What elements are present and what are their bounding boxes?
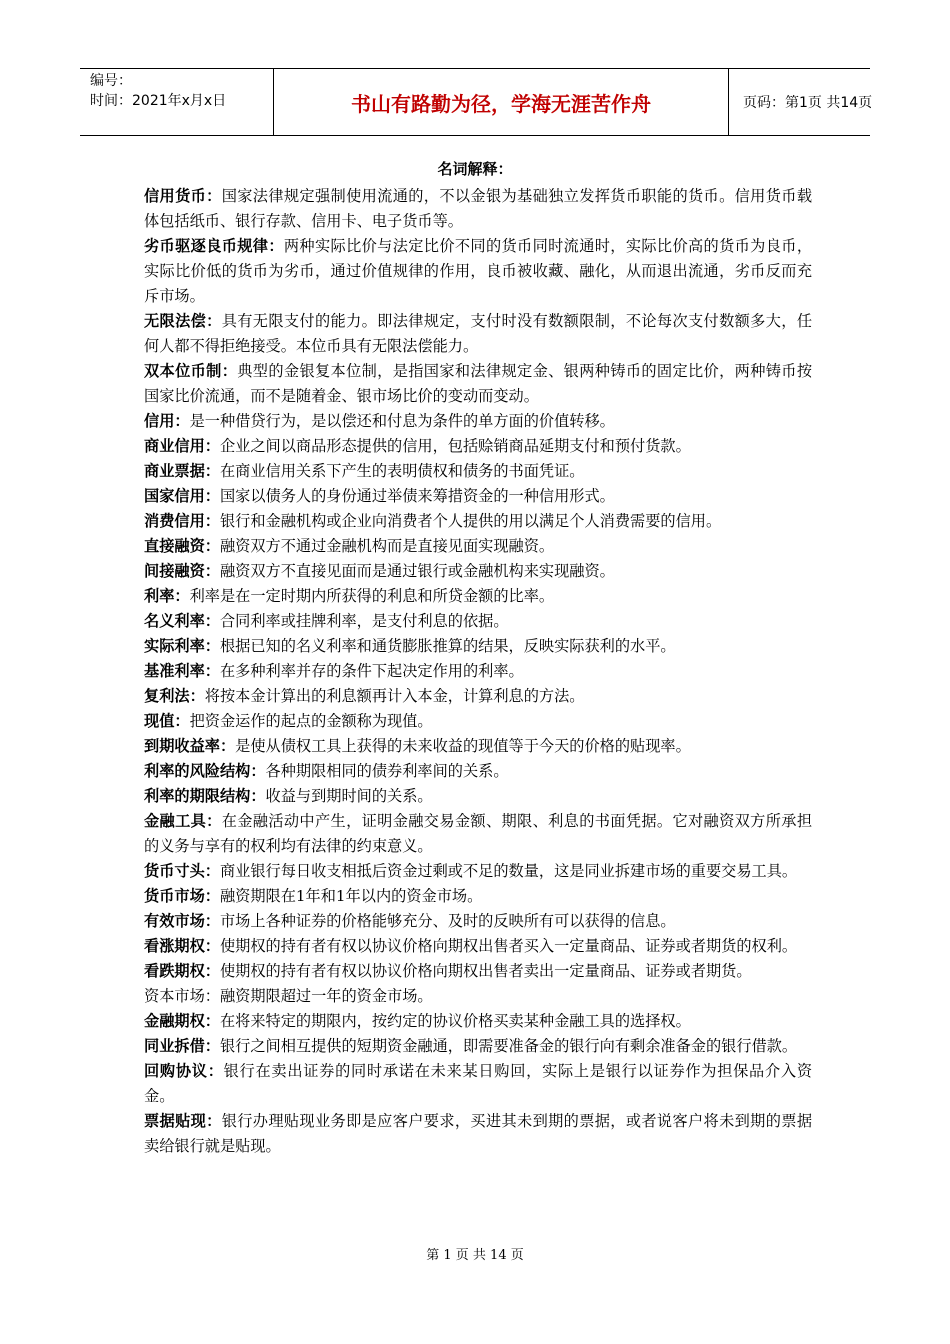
glossary-entry <box>144 559 812 584</box>
glossary-entry <box>144 1109 812 1159</box>
glossary-entry <box>144 434 812 459</box>
glossary-definition: 典型的金银复本位制，是指国家和法律规定金、银两种铸币的固定比价，两种铸币按国家比价流通，而不是随着金、银市场比价的变动而变动。 <box>144 362 813 405</box>
glossary-definition: 在商业信用关系下产生的表明债权和债务的书面凭证。 <box>219 462 585 480</box>
glossary-entry <box>144 1034 812 1059</box>
glossary-term: 实际利率： <box>144 637 220 655</box>
glossary-definition: 市场上各种证券的价格能够充分、及时的反映所有可以获得的信息。 <box>219 912 676 930</box>
glossary-term: 看跌期权： <box>144 962 220 980</box>
glossary-entry <box>144 609 812 634</box>
glossary-entry <box>144 1009 812 1034</box>
glossary-term: 基准利率： <box>144 662 220 680</box>
glossary-definition: 具有无限支付的能力。即法律规定，支付时没有数额限制，不论每次支付数额多大，任何人都不得拒绝接受。本位币具有无限法偿能力。 <box>144 312 813 355</box>
glossary-term: 名义利率： <box>144 612 220 630</box>
glossary-term: 货币市场： <box>144 887 220 905</box>
glossary-definition: 在金融活动中产生，证明金融交易金额、期限、利息的书面凭据。它对融资双方所承担的义务与享有的权利均有法律的约束意义。 <box>144 812 813 855</box>
glossary-term: 利率的风险结构： <box>144 762 266 780</box>
glossary-definition: 银行在卖出证券的同时承诺在未来某日购回，实际上是银行以证券作为担保品介入资金。 <box>144 1062 813 1105</box>
glossary-definition: 在将来特定的期限内，按约定的协议价格买卖某种金融工具的选择权。 <box>219 1012 691 1030</box>
glossary-term: 间接融资： <box>144 562 220 580</box>
glossary-entry <box>144 234 812 309</box>
glossary-entry <box>144 484 812 509</box>
glossary-definition: 融资双方不直接见面而是通过银行或金融机构来实现融资。 <box>219 562 615 580</box>
glossary-term: 直接融资： <box>144 537 220 555</box>
glossary-definition: 使期权的持有者有权以协议价格向期权出售者卖出一定量商品、证券或者期货。 <box>219 962 752 980</box>
glossary-definition: 银行之间相互提供的短期资金融通，即需要准备金的银行向有剩余准备金的银行借款。 <box>219 1037 798 1055</box>
glossary-entry <box>144 684 812 709</box>
glossary-term: 看涨期权： <box>144 937 220 955</box>
glossary-term: 货币寸头： <box>144 862 220 880</box>
glossary-definition: 是使从债权工具上获得的未来收益的现值等于今天的价格的贴现率。 <box>235 737 691 755</box>
glossary-definition: 利率是在一定时期内所获得的利息和所贷金额的比率。 <box>189 587 555 605</box>
glossary-entry <box>144 184 812 234</box>
section-title: 名词解释： <box>437 160 513 178</box>
glossary-definition: 资本市场：融资期限超过一年的资金市场。 <box>144 987 433 1005</box>
page-header <box>80 68 873 136</box>
glossary-term: 有效市场： <box>144 912 220 930</box>
glossary-definition: 商业银行每日收支相抵后资金过剩或不足的数量，这是同业拆建市场的重要交易工具。 <box>219 862 798 880</box>
glossary-term: 商业票据： <box>144 462 220 480</box>
glossary-entry <box>144 709 812 734</box>
glossary-entry <box>144 359 812 409</box>
glossary-entry <box>144 884 812 909</box>
glossary-entry <box>144 859 812 884</box>
glossary-definition: 是一种借贷行为，是以偿还和付息为条件的单方面的价值转移。 <box>189 412 615 430</box>
glossary-entry <box>144 584 812 609</box>
glossary-definition: 融资期限在1年和1年以内的资金市场。 <box>219 887 483 905</box>
glossary-entry <box>144 959 812 984</box>
glossary-term: 消费信用： <box>144 512 220 530</box>
glossary-definition: 根据已知的名义利率和通货膨胀推算的结果，反映实际获利的水平。 <box>219 637 676 655</box>
glossary-term: 票据贴现： <box>144 1112 222 1130</box>
glossary-entry <box>144 634 812 659</box>
glossary-entry <box>144 659 812 684</box>
glossary-definition: 国家以债务人的身份通过举债来筹措资金的一种信用形式。 <box>219 487 615 505</box>
glossary-definition: 收益与到期时间的关系。 <box>265 787 433 805</box>
glossary-list <box>144 184 812 1159</box>
glossary-term: 复利法： <box>144 687 205 705</box>
document-number-label: 编号： <box>90 73 132 89</box>
glossary-entry <box>144 534 812 559</box>
glossary-term: 信用： <box>144 412 190 430</box>
glossary-entry <box>144 909 812 934</box>
glossary-definition: 各种期限相同的债券利率间的关系。 <box>265 762 509 780</box>
glossary-entry <box>144 509 812 534</box>
glossary-entry <box>144 784 812 809</box>
glossary-term: 商业信用： <box>144 437 220 455</box>
glossary-term: 劣币驱逐良币规律： <box>144 237 284 255</box>
header-page-info: 页码：第1页 共14页 <box>743 95 873 111</box>
glossary-term: 同业拆借： <box>144 1037 220 1055</box>
page-footer: 第 1 页 共 14 页 <box>426 1248 524 1263</box>
glossary-entry <box>144 759 812 784</box>
glossary-term: 无限法偿： <box>144 312 222 330</box>
glossary-entry <box>144 1059 812 1109</box>
glossary-term: 利率： <box>144 587 190 605</box>
glossary-term: 信用货币： <box>144 187 222 205</box>
glossary-definition: 国家法律规定强制使用流通的，不以金银为基础独立发挥货币职能的货币。信用货币载体包括纸币、银行存款、信用卡、电子货币等。 <box>144 187 813 230</box>
glossary-definition: 银行和金融机构或企业向消费者个人提供的用以满足个人消费需要的信用。 <box>219 512 722 530</box>
header-info <box>80 69 274 135</box>
glossary-entry <box>144 934 812 959</box>
document-time-label: 时间：2021年x月x日 <box>90 93 227 109</box>
glossary-entry <box>144 309 812 359</box>
glossary-term: 现值： <box>144 712 190 730</box>
glossary-entry <box>144 459 812 484</box>
glossary-definition: 两种实际比价与法定比价不同的货币同时流通时，实际比价高的货币为良币，实际比价低的货币为劣币，通过价值规律的作用，良币被收藏、融化，从而退出流通，劣币反而充斥市场。 <box>144 237 813 305</box>
glossary-term: 金融期权： <box>144 1012 220 1030</box>
glossary-term: 到期收益率： <box>144 737 236 755</box>
glossary-definition: 银行办理贴现业务即是应客户要求，买进其未到期的票据，或者说客户将未到期的票据卖给银行就是贴现。 <box>144 1112 813 1155</box>
glossary-term: 国家信用： <box>144 487 220 505</box>
glossary-definition: 使期权的持有者有权以协议价格向期权出售者买入一定量商品、证券或者期货的权利。 <box>219 937 798 955</box>
glossary-entry <box>144 734 812 759</box>
glossary-entry <box>144 984 812 1009</box>
glossary-definition: 融资双方不通过金融机构而是直接见面实现融资。 <box>219 537 555 555</box>
glossary-definition: 把资金运作的起点的金额称为现值。 <box>189 712 433 730</box>
glossary-definition: 将按本金计算出的利息额再计入本金，计算利息的方法。 <box>204 687 585 705</box>
glossary-definition: 企业之间以商品形态提供的信用，包括赊销商品延期支付和预付货款。 <box>219 437 691 455</box>
glossary-definition: 合同利率或挂牌利率，是支付利息的依据。 <box>219 612 509 630</box>
header-motto: 书山有路勤为径，学海无涯苦作舟 <box>274 69 729 135</box>
glossary-term: 回购协议： <box>144 1062 224 1080</box>
glossary-term: 双本位币制： <box>144 362 238 380</box>
glossary-term: 金融工具： <box>144 812 222 830</box>
glossary-definition: 在多种利率并存的条件下起决定作用的利率。 <box>219 662 524 680</box>
glossary-entry <box>144 409 812 434</box>
glossary-entry <box>144 809 812 859</box>
glossary-term: 利率的期限结构： <box>144 787 266 805</box>
